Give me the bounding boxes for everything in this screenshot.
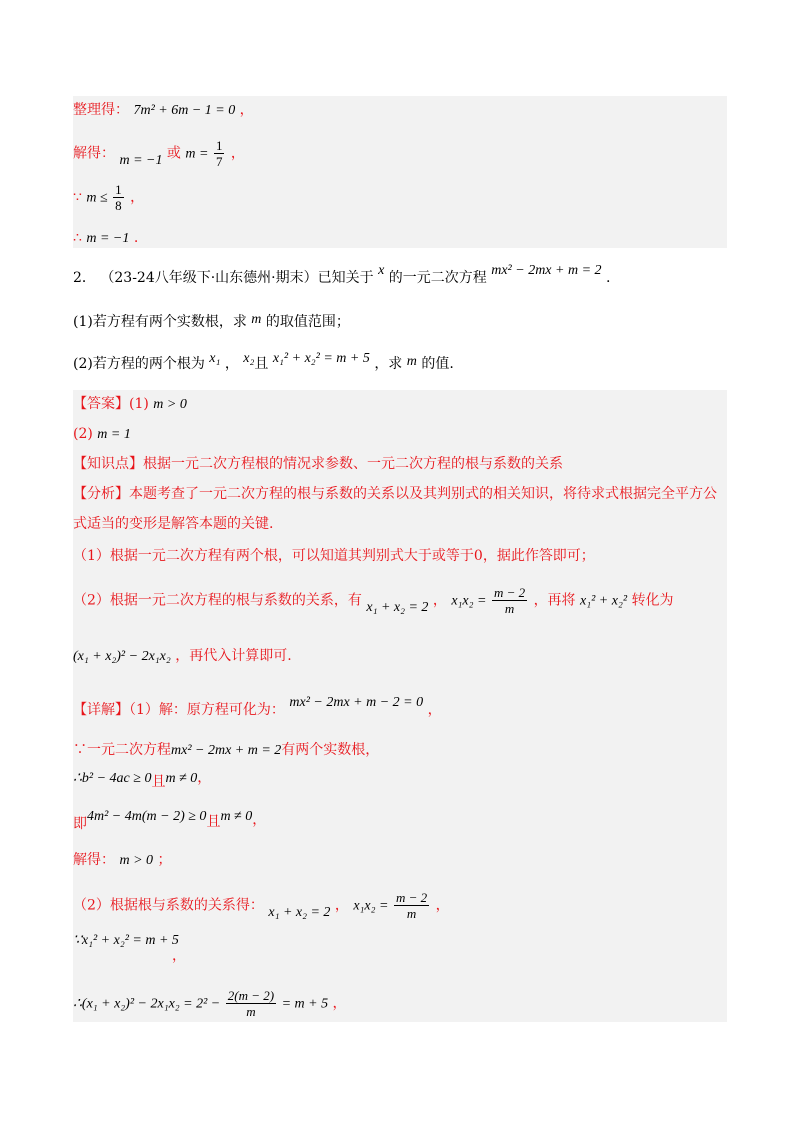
prev-line-2: [73, 138, 245, 169]
denominator: 7: [215, 154, 223, 169]
label: 整理得：: [73, 102, 129, 118]
fraction-one-seventh: [214, 138, 225, 169]
numerator: 1: [215, 138, 223, 153]
inequality: m ≤: [86, 190, 112, 206]
text: 有两个实数根，: [281, 742, 380, 758]
detail-line-7: [73, 930, 179, 951]
punct: ，: [432, 592, 447, 609]
text: （2）根据根与系数的关系得：: [73, 897, 264, 914]
text: 本题考查了一元二次方程的根与系数的关系以及其判别式的相关知识，将待求式根据完全平方公: [129, 486, 717, 502]
label: 解得：: [73, 145, 115, 162]
answer-tag: 【答案】: [73, 396, 129, 412]
label: (2): [73, 426, 93, 442]
text: ，再代入计算即可.: [175, 648, 292, 664]
equation: 7m² + 6m − 1 = 0: [133, 103, 236, 118]
step-2-cont: [73, 646, 292, 667]
analysis-line-2: [73, 514, 273, 534]
prev-line-4: [73, 228, 138, 249]
root-x1: x₁: [209, 351, 221, 366]
condition-equation: x₁² + x₂² = m + 5: [272, 351, 370, 366]
detail-line-3: [73, 768, 211, 789]
and-word: 且: [151, 774, 166, 790]
punct: ，: [252, 812, 267, 828]
result: m = −1: [86, 231, 130, 246]
because-sign: ∵: [73, 189, 82, 206]
detail-line-4: [73, 806, 267, 832]
text: ，再将: [533, 592, 576, 609]
numerator: 1: [115, 182, 122, 197]
denominator: m: [394, 905, 429, 921]
analysis-tag: 【分析】: [73, 486, 129, 502]
root-x2: x₂: [243, 351, 255, 366]
text: 解得：: [73, 852, 115, 868]
nonzero-condition: m ≠ 0: [165, 771, 198, 786]
rewritten-equation: mx² − 2mx + m − 2 = 0: [289, 695, 424, 710]
nonzero-condition: m ≠ 0: [220, 809, 253, 824]
answer-2: m = 1: [97, 427, 131, 442]
var-x: x: [378, 263, 385, 278]
text: （1）解：原方程可化为：: [129, 702, 285, 718]
answer-1: m > 0: [153, 397, 187, 412]
punct: ，: [172, 948, 186, 964]
numerator: 2(m − 2): [227, 988, 275, 1003]
text: 即: [73, 816, 87, 832]
problem-stem: [73, 263, 611, 289]
punct: ，: [130, 189, 145, 206]
step-2: [73, 585, 673, 616]
prev-line-3: [73, 182, 144, 213]
text: ，求: [374, 356, 403, 372]
label: (1): [129, 396, 149, 412]
and-word: 且: [254, 356, 269, 372]
text: 转化为: [631, 592, 674, 609]
punct: ，: [239, 102, 254, 118]
and-word: 且: [206, 814, 221, 830]
given-condition: ∵x₁² + x₂² = m + 5: [73, 933, 179, 948]
denominator: 8: [115, 198, 122, 213]
detail-line-2: [73, 740, 379, 761]
punct: ，: [435, 897, 450, 914]
detail-line-1: [73, 695, 442, 721]
text: （2）根据一元二次方程的根与系数的关系，有: [73, 592, 362, 609]
text: 的值.: [421, 356, 454, 372]
transformed-expression: (x₁ + x₂)² − 2x₁x₂: [73, 649, 171, 664]
denominator: m: [226, 1003, 276, 1019]
sum-of-roots: x₁ + x₂ = 2: [268, 904, 331, 920]
expanded-inequality: 4m² − 4m(m − 2) ≥ 0: [87, 809, 207, 824]
detail-line-8: [73, 988, 347, 1019]
problem-number: 2．: [73, 270, 96, 286]
problem-source: （23-24八年级下·山东德州·期末）: [100, 270, 318, 286]
var-m: m: [406, 354, 417, 369]
punct: ；: [157, 852, 172, 868]
therefore-sign: ∴: [73, 230, 82, 246]
prev-line-1: [73, 100, 254, 121]
punct: .: [605, 270, 611, 286]
detail-line-7-end: [172, 946, 186, 966]
punct: ，: [197, 770, 212, 786]
text: 已知关于: [317, 270, 374, 286]
text: 根据一元二次方程根的情况求参数、一元二次方程的根与系数的关系: [143, 456, 563, 472]
sum-of-squares: x₁² + x₂²: [580, 593, 628, 609]
fraction-m-minus-2-over-m: [492, 585, 527, 616]
root-a: m = −1: [119, 152, 163, 168]
text: 的一元二次方程: [388, 270, 487, 286]
text: （1）根据一元二次方程有两个根，可以知道其判别式大于或等于0，据此作答即可；: [73, 548, 595, 564]
detail-line-6: [73, 890, 450, 921]
product-of-roots: x₁x₂ =: [451, 593, 490, 609]
text: (1)若方程有两个实数根，求: [73, 314, 247, 330]
numerator: m − 2: [493, 585, 526, 600]
or-word: 或: [166, 145, 181, 162]
substitution-right: = m + 5: [278, 996, 329, 1012]
punct: .: [133, 230, 139, 246]
denominator: m: [492, 600, 527, 616]
text: (2)若方程的两个根为: [73, 356, 205, 372]
answer-line-1: [73, 394, 187, 415]
question-2: [73, 351, 454, 375]
punct: ，: [332, 995, 347, 1012]
answer-line-2: [73, 424, 131, 445]
text: 式适当的变形是解答本题的关键.: [73, 516, 274, 532]
original-equation: mx² − 2mx + m = 2: [171, 743, 282, 758]
text: 的取值范围；: [265, 314, 350, 330]
substitution-left: ∴(x₁ + x₂)² − 2x₁x₂ = 2² −: [73, 996, 224, 1012]
fraction-2m-minus-2-over-m: [226, 988, 276, 1019]
root-b: m =: [185, 146, 212, 162]
numerator: m − 2: [395, 890, 428, 905]
result-1: m > 0: [119, 853, 154, 868]
problem-equation: mx² − 2mx + m = 2: [491, 263, 602, 278]
detail-tag: 【详解】: [73, 702, 129, 718]
question-1: [73, 312, 350, 333]
text: ∵一元二次方程: [73, 742, 171, 758]
knowledge-line: [73, 454, 563, 474]
punct: ，: [427, 702, 442, 718]
punct: ，: [230, 145, 245, 162]
var-m: m: [251, 312, 262, 327]
detail-line-5: [73, 850, 171, 871]
product-of-roots: x₁x₂ =: [353, 898, 392, 914]
analysis-line-1: [73, 484, 717, 504]
sum-of-roots: x₁ + x₂ = 2: [366, 599, 429, 615]
knowledge-tag: 【知识点】: [73, 456, 143, 472]
discriminant-condition: ∴b² − 4ac ≥ 0: [73, 771, 152, 786]
punct: ，: [224, 356, 239, 372]
fraction-one-eighth: [113, 182, 124, 213]
punct: ，: [334, 897, 349, 914]
step-1: [73, 546, 595, 566]
fraction-m-minus-2-over-m: [394, 890, 429, 921]
